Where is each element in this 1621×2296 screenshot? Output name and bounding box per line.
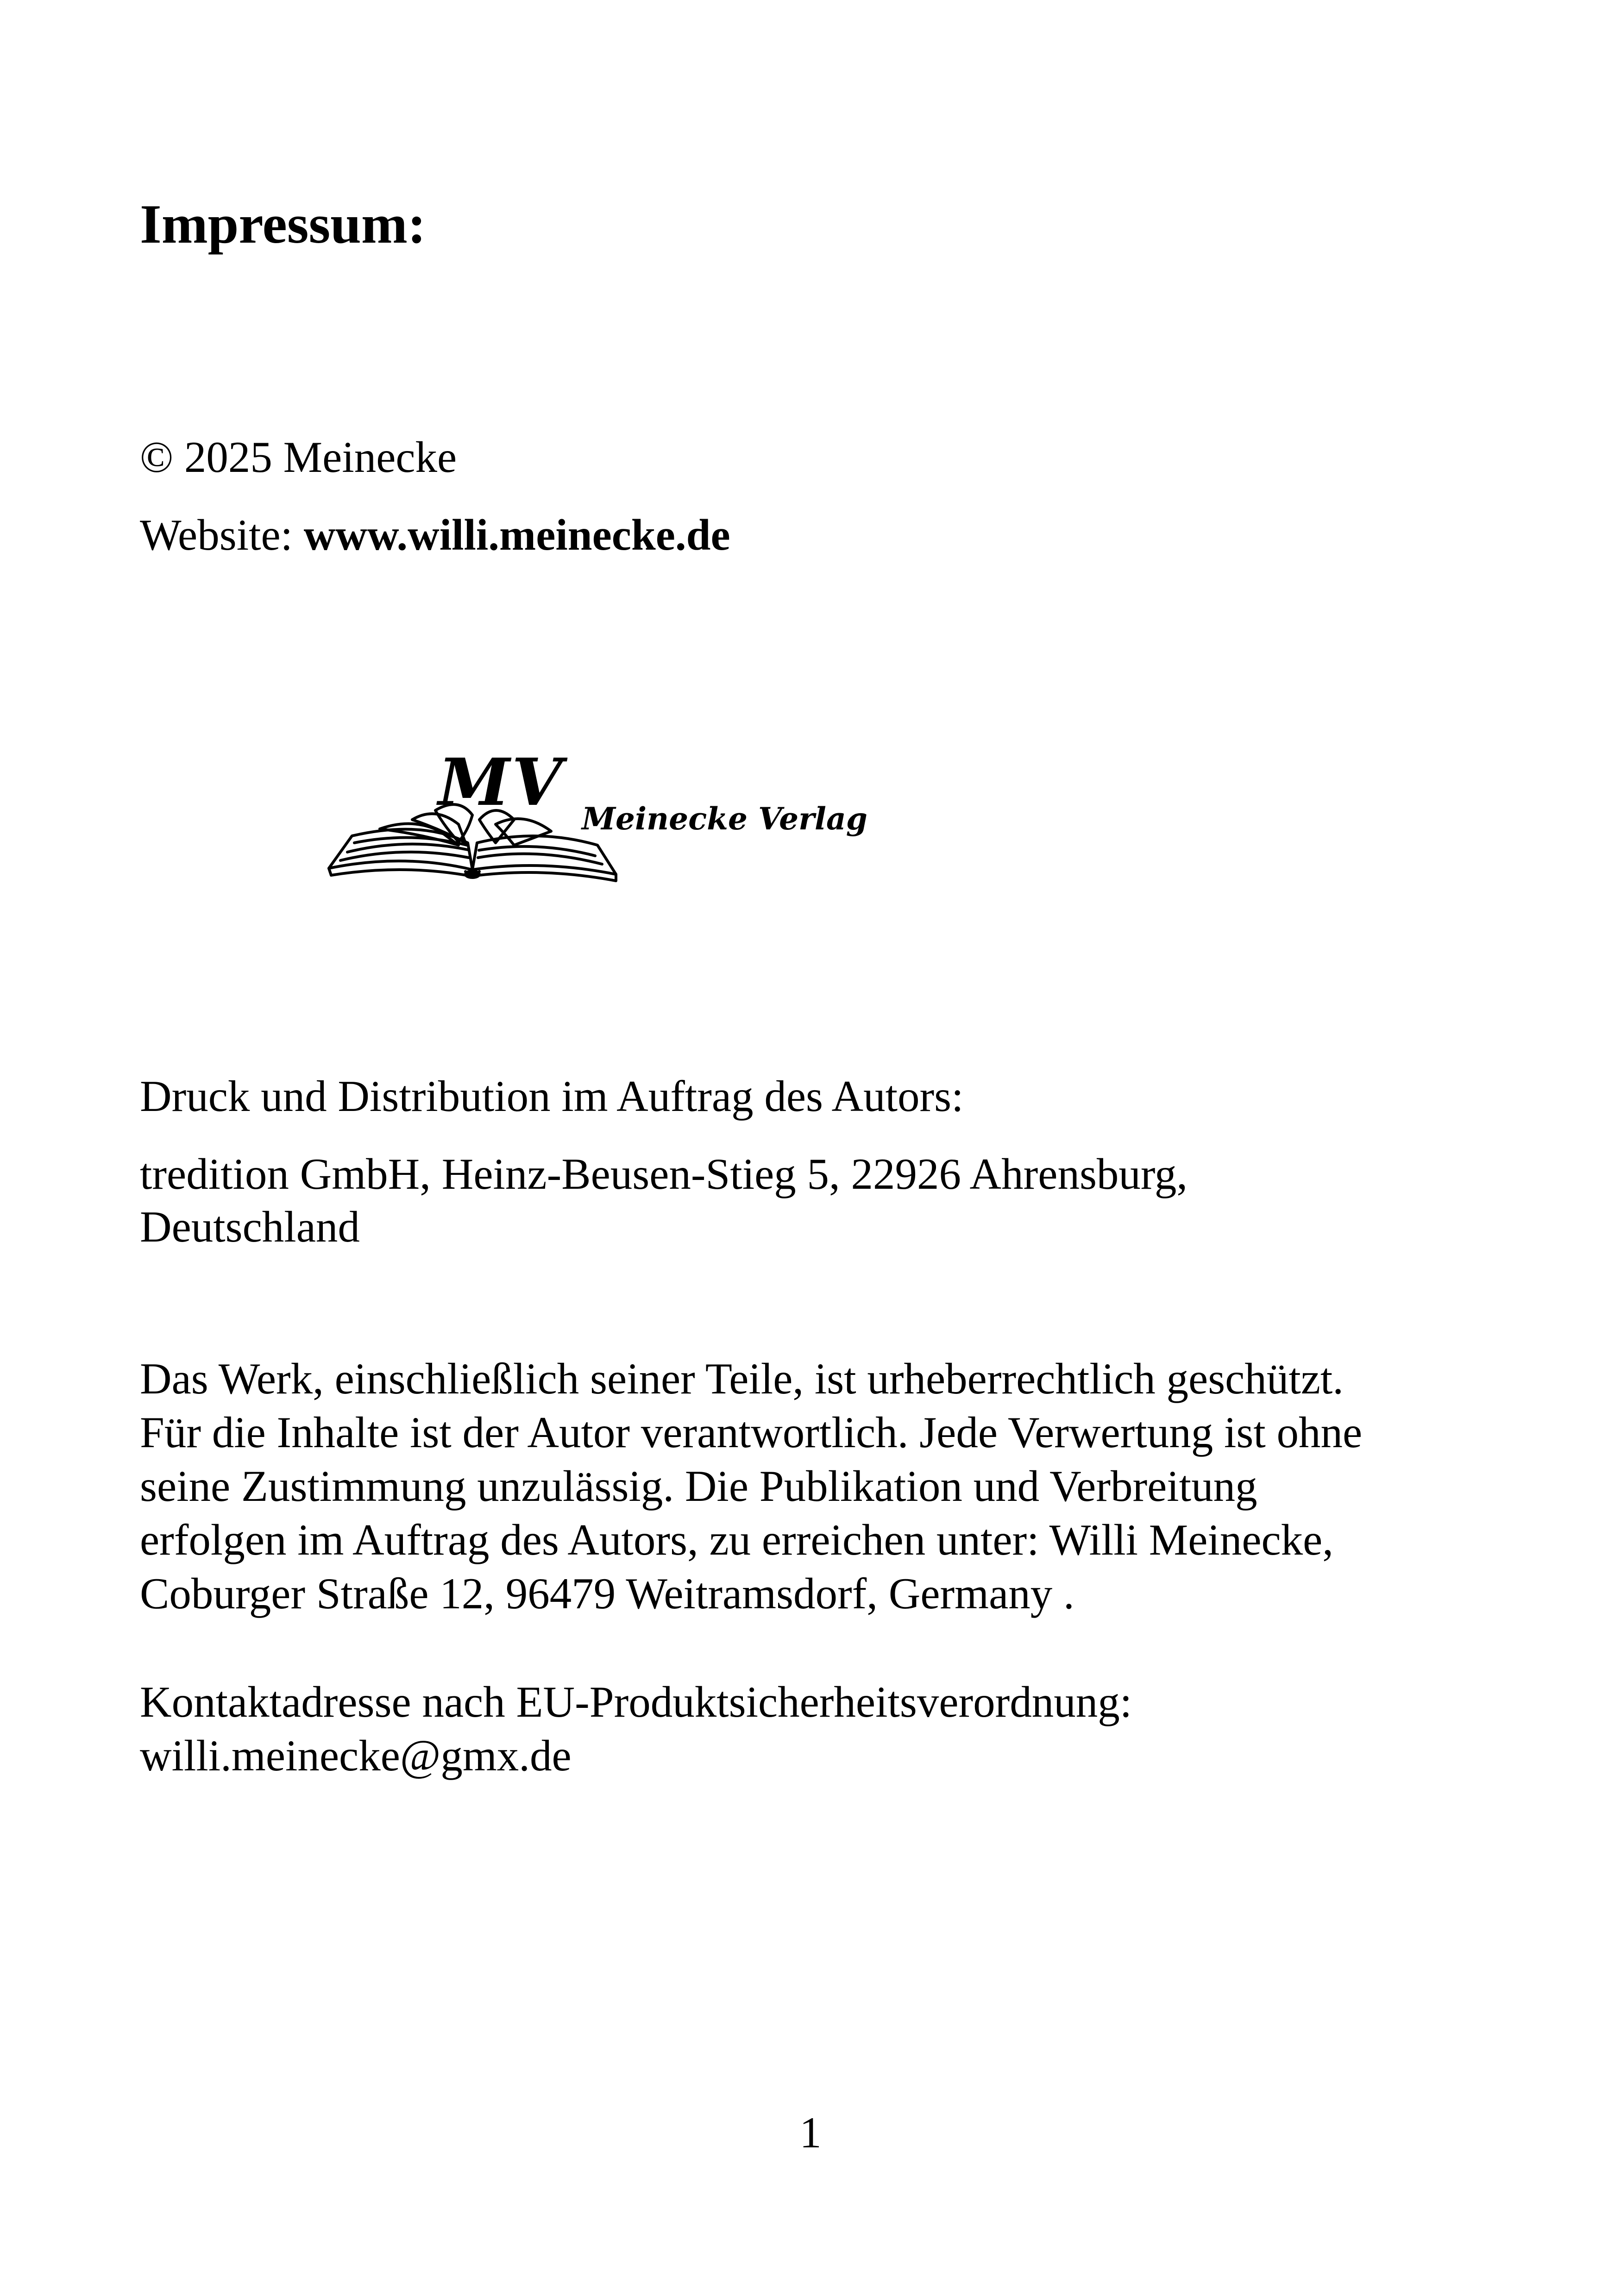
- website-label: Website:: [140, 510, 304, 559]
- printing-intro: Druck und Distribution im Auftrag des Autors:: [140, 1072, 964, 1121]
- copyright-notice-line-1: Das Werk, einschließlich seiner Teile, ist urheberrechtlich geschützt.: [140, 1354, 1344, 1403]
- website-line: [140, 508, 730, 561]
- printing-address-line-2: Deutschland: [140, 1202, 360, 1251]
- copyright-notice-line-5: Coburger Straße 12, 96479 Weitramsdorf, Germany .: [140, 1569, 1074, 1618]
- printing-address-line-1: tredition GmbH, Heinz-Beusen-Stieg 5, 22926 Ahrensburg,: [140, 1149, 1188, 1198]
- page-number: 1: [799, 2108, 822, 2157]
- contact-email[interactable]: willi.meinecke@gmx.de: [140, 1731, 572, 1780]
- contact-label: Kontaktadresse nach EU-Produktsicherheitsverordnung:: [140, 1677, 1132, 1726]
- copyright-notice-line-3: seine Zustimmung unzulässig. Die Publikation und Verbreitung: [140, 1462, 1257, 1511]
- website-url[interactable]: www.willi.meinecke.de: [303, 510, 730, 559]
- logo-publisher-name: Meinecke Verlag: [582, 801, 867, 837]
- logo-monogram: MV: [438, 745, 564, 821]
- copyright-line: © 2025 Meinecke: [140, 433, 457, 482]
- copyright-notice-line-4: erfolgen im Auftrag des Autors, zu erreichen unter: Willi Meinecke,: [140, 1515, 1334, 1564]
- publisher-logo: [320, 745, 867, 889]
- copyright-notice-line-2: Für die Inhalte ist der Autor verantwortlich. Jede Verwertung ist ohne: [140, 1408, 1363, 1457]
- page-title: Impressum:: [140, 193, 426, 255]
